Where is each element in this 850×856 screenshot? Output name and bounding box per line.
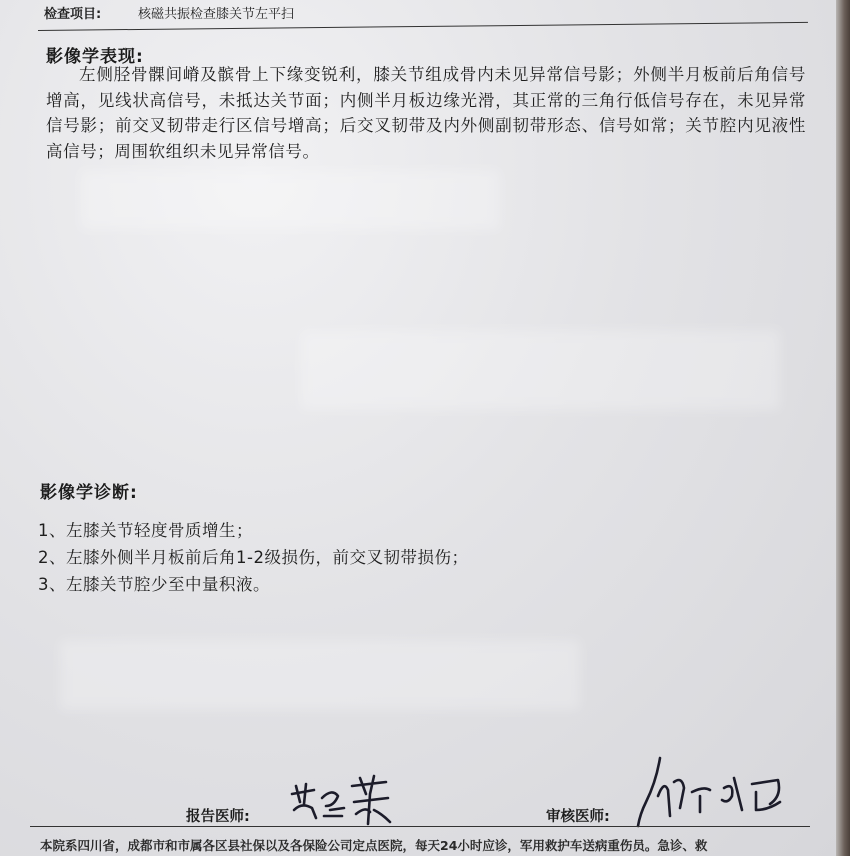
reporter-signature — [286, 772, 396, 828]
findings-text: 左侧胫骨髁间嵴及髌骨上下缘变锐利，膝关节组成骨内未见异常信号影；外侧半月板前后角信号增高，见线状高信号，未抵达关节面；内侧半月板边缘光滑，其正常的三角行低信号存在，未见异常信号影；前交叉韧带走行区信号增高；后交叉韧带及内外侧副韧带形态、信号如常；关节腔内见液性高信号；周围软组织未见异常信号。 — [46, 65, 806, 161]
paper-edge-shadow — [836, 0, 850, 856]
exam-item-value: 核磁共振检查膝关节左平扫 — [138, 7, 295, 22]
paper-crease — [300, 330, 780, 410]
paper-crease — [80, 170, 500, 230]
diagnosis-item: 1、左膝关节轻度骨质增生； — [38, 521, 253, 540]
footer-divider — [30, 826, 810, 827]
diagnosis-title: 影像学诊断: — [40, 483, 138, 503]
findings-title: 影像学表现: — [46, 47, 144, 67]
reporter-label: 报告医师: — [186, 809, 250, 825]
reviewer-signature — [630, 752, 800, 832]
exam-item-label: 检查项目: — [44, 7, 102, 22]
diagnosis-list — [38, 517, 468, 598]
footer-note: 本院系四川省，成都市和市属各区县社保以及各保险公司定点医院，每天24小时应诊，军用救护车送病重伤员。急诊、救 — [40, 838, 708, 853]
diagnosis-item: 3、左膝关节腔少至中量积液。 — [38, 575, 270, 594]
paper-crease — [60, 640, 580, 710]
reviewer-label: 审核医师: — [546, 809, 610, 825]
diagnosis-item: 2、左膝外侧半月板前后角1-2级损伤，前交叉韧带损伤； — [38, 548, 469, 567]
